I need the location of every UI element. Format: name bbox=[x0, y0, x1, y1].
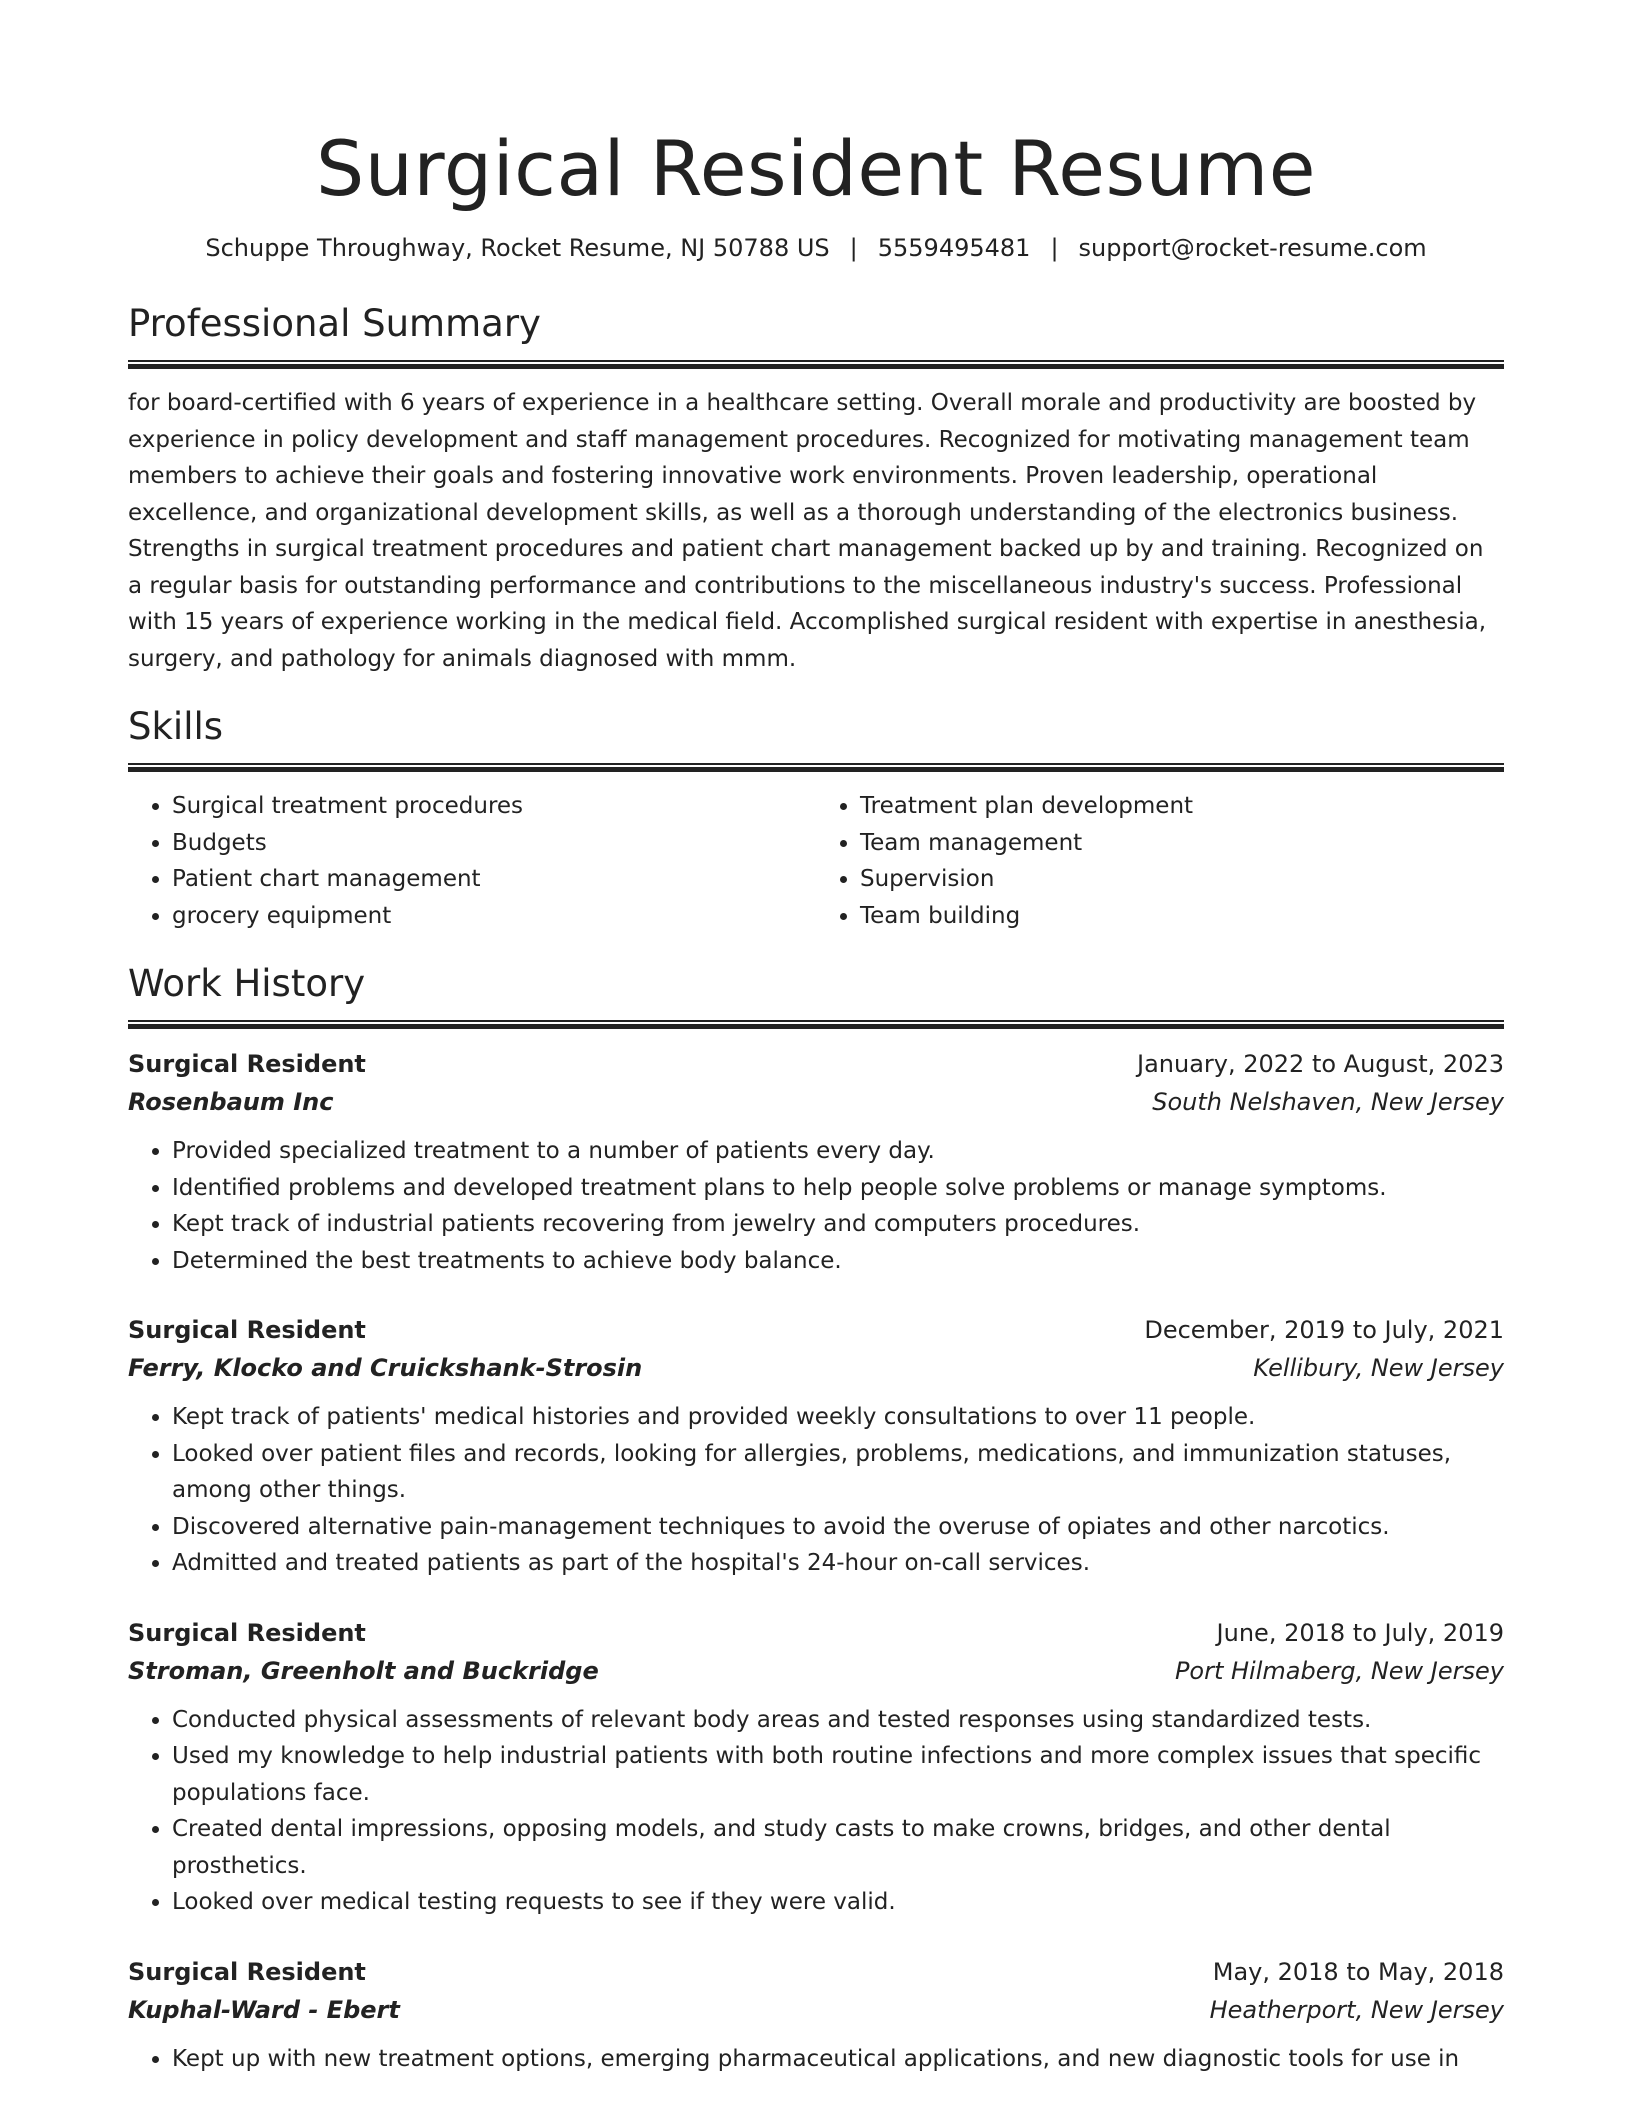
section-divider bbox=[128, 763, 1504, 772]
job-company: Kuphal-Ward - Ebert bbox=[128, 1995, 400, 2024]
contact-separator: | bbox=[849, 234, 858, 262]
job-location: Heatherport, New Jersey bbox=[1209, 1995, 1504, 2024]
job-location: Port Hilmaberg, New Jersey bbox=[1174, 1656, 1504, 1685]
contact-separator: | bbox=[1050, 234, 1059, 262]
section-divider bbox=[128, 1020, 1504, 1029]
skills-column-right bbox=[816, 788, 1504, 934]
job-bullet: • Kept track of industrial patients recovering from jewelry and computers procedures. bbox=[172, 1206, 1504, 1243]
skills-list bbox=[128, 788, 1504, 934]
job-title: Surgical Resident bbox=[128, 1618, 366, 1647]
job-company: Rosenbaum Inc bbox=[128, 1088, 334, 1116]
job-bullet: • Determined the best treatments to achieve body balance. bbox=[172, 1243, 1504, 1280]
job-bullets bbox=[128, 1702, 1504, 1921]
job-entry bbox=[128, 1311, 1504, 1582]
job-bullet: • Looked over medical testing requests to see if they were valid. bbox=[172, 1884, 1504, 1921]
skill-item: • grocery equipment bbox=[172, 898, 816, 935]
job-header bbox=[128, 1953, 1504, 1991]
section-title-work-history: Work History bbox=[128, 962, 366, 1005]
contact-phone: 5559495481 bbox=[877, 234, 1031, 262]
job-company: Ferry, Klocko and Cruickshank-Strosin bbox=[128, 1354, 643, 1382]
skill-item: • Supervision bbox=[860, 861, 1504, 898]
contact-address: Schuppe Throughway, Rocket Resume, NJ 50788 US bbox=[205, 234, 830, 262]
job-title: Surgical Resident bbox=[128, 1957, 366, 1986]
job-company: Stroman, Greenholt and Buckridge bbox=[128, 1656, 599, 1685]
skill-item: • Budgets bbox=[172, 825, 816, 862]
job-dates: June, 2018 to July, 2019 bbox=[1216, 1618, 1504, 1647]
job-bullets bbox=[128, 1133, 1504, 1279]
job-bullet: • Kept track of patients' medical histories and provided weekly consultations to over 11 people. bbox=[172, 1399, 1504, 1436]
job-entry bbox=[128, 1045, 1504, 1279]
job-bullet: • Discovered alternative pain-management techniques to avoid the overuse of opiates and other narcotics. bbox=[172, 1509, 1504, 1546]
job-header bbox=[128, 1614, 1504, 1652]
resume-title: Surgical Resident Resume bbox=[316, 124, 1316, 213]
summary-text: for board-certified with 6 years of experience in a healthcare setting. Overall morale and productivity are boosted by experience in policy development and staff management procedures. Recognized for motivating management team members to achieve their goals and fostering innovative work environments. Proven leadership, operational excellence, and organizational development skills, as well as a thorough understanding of the electronics business. Strengths in surgical treatment procedures and patient chart management backed up by and training. Recognized on a regular basis for outstanding performance and contributions to the miscellaneous industry's success. Professional with 15 years of experience working in the medical field. Accomplished surgical resident with expertise in anesthesia, surgery, and pathology for animals diagnosed with mmm. bbox=[128, 390, 1487, 672]
job-bullets bbox=[128, 1399, 1504, 1582]
job-subheader bbox=[128, 1349, 1504, 1387]
skills-column-left bbox=[128, 788, 816, 934]
job-bullet: • Admitted and treated patients as part of the hospital's 24-hour on-call services. bbox=[172, 1545, 1504, 1582]
job-bullets bbox=[128, 2041, 1504, 2078]
job-bullet: • Used my knowledge to help industrial patients with both routine infections and more complex issues that specific populations face. bbox=[172, 1738, 1504, 1811]
job-bullet: • Created dental impressions, opposing models, and study casts to make crowns, bridges, and other dental prosthetics. bbox=[172, 1811, 1504, 1884]
job-dates: December, 2019 to July, 2021 bbox=[1144, 1316, 1504, 1344]
resume-page bbox=[128, 0, 1504, 2077]
skill-item: • Treatment plan development bbox=[860, 788, 1504, 825]
contact-line bbox=[128, 232, 1504, 264]
job-bullet: • Provided specialized treatment to a number of patients every day. bbox=[172, 1133, 1504, 1170]
job-entry bbox=[128, 1953, 1504, 2078]
job-subheader bbox=[128, 1652, 1504, 1690]
job-location: Kellibury, New Jersey bbox=[1253, 1354, 1504, 1382]
job-dates: May, 2018 to May, 2018 bbox=[1212, 1957, 1504, 1986]
skill-item: • Patient chart management bbox=[172, 861, 816, 898]
job-header bbox=[128, 1045, 1504, 1083]
skill-item: • Surgical treatment procedures bbox=[172, 788, 816, 825]
job-title: Surgical Resident bbox=[128, 1316, 366, 1344]
job-subheader bbox=[128, 1083, 1504, 1121]
job-location: South Nelshaven, New Jersey bbox=[1152, 1088, 1504, 1116]
job-title: Surgical Resident bbox=[128, 1050, 366, 1078]
job-subheader bbox=[128, 1991, 1504, 2029]
job-dates: January, 2022 to August, 2023 bbox=[1137, 1050, 1504, 1078]
job-bullet: • Conducted physical assessments of relevant body areas and tested responses using standardized tests. bbox=[172, 1702, 1504, 1739]
section-divider bbox=[128, 360, 1504, 369]
skill-item: • Team building bbox=[860, 898, 1504, 935]
section-title-skills: Skills bbox=[128, 705, 224, 748]
job-bullet: • Kept up with new treatment options, emerging pharmaceutical applications, and new diagnostic tools for use in bbox=[172, 2041, 1504, 2078]
contact-email: support@rocket-resume.com bbox=[1078, 234, 1427, 262]
job-bullet: • Identified problems and developed treatment plans to help people solve problems or manage symptoms. bbox=[172, 1170, 1504, 1207]
skill-item: • Team management bbox=[860, 825, 1504, 862]
job-entry bbox=[128, 1614, 1504, 1921]
job-header bbox=[128, 1311, 1504, 1349]
job-bullet: • Looked over patient files and records, looking for allergies, problems, medications, and immunization statuses, among other things. bbox=[172, 1436, 1504, 1509]
section-title-summary: Professional Summary bbox=[128, 302, 541, 345]
